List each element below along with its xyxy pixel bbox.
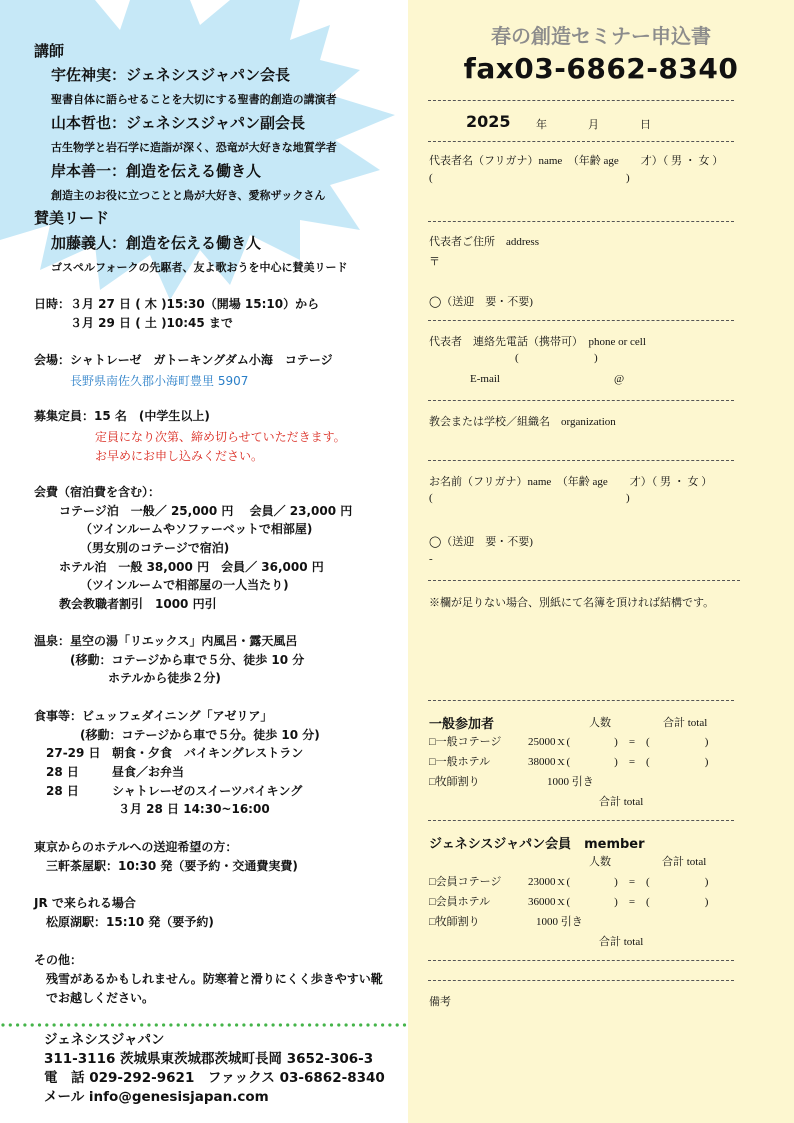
meal-text: 朝食・夕食 バイキングレストラン	[112, 746, 304, 760]
other-heading: その他：	[34, 953, 83, 967]
phone-label[interactable]: 代表者 連絡先電話（携帯可） phone or cell	[429, 336, 646, 348]
divider	[428, 400, 734, 401]
member-total-label: 合計 total	[662, 856, 707, 868]
general-cottage-calc[interactable]: 25000ｘ( ) = ( )	[528, 736, 709, 748]
rep-name-paren-close: )	[626, 172, 630, 184]
postal-mark: 〒	[429, 256, 440, 268]
speaker-desc: 聖書自体に語らせることを大切にする聖書的創造の講演者	[51, 93, 337, 106]
worship-leader-desc: ゴスペルフォークの先駆者、友よ歌おうを中心に賛美リード	[51, 261, 348, 274]
general-pastor-discount: 1000 引き	[547, 776, 594, 788]
divider	[428, 700, 734, 701]
capacity-note: お早めにお申し込みください。	[95, 449, 264, 463]
meal-text: シャトレーゼのスイーツバイキング	[112, 784, 303, 798]
fees-heading: 会費（宿泊費を含む）：	[34, 485, 161, 499]
meal-day: 28 日	[46, 784, 79, 798]
form-title: 春の創造セミナー申込書	[491, 24, 711, 48]
capacity-note: 定員になり次第、締め切らせていただきます。	[95, 430, 346, 444]
general-people-label: 人数	[589, 717, 611, 729]
meals-line: 食事等：ビュッフェダイニング「アゼリア」	[34, 709, 273, 723]
address-label[interactable]: 代表者ご住所 address	[429, 236, 539, 248]
general-subtotal: 合計 total	[599, 796, 644, 808]
spa-line: (移動：コテージから車で５分、徒歩 10 分	[70, 653, 305, 667]
divider	[428, 580, 740, 581]
attendee-paren-open: (	[429, 492, 433, 504]
other-line: でお越しください。	[46, 991, 155, 1005]
dotted-divider	[0, 1022, 408, 1028]
speaker-name: 岸本善一：創造を伝える働き人	[51, 162, 262, 180]
fee-line: （男女別のコテージで宿泊)	[80, 541, 230, 555]
member-heading: ジェネシスジャパン会員 member	[429, 837, 645, 852]
meal-day: 28 日	[46, 765, 79, 779]
member-pastor-checkbox[interactable]: □牧師割り	[429, 916, 480, 928]
divider	[428, 820, 734, 821]
venue-address: 長野県南佐久郡小海町豊里 5907	[70, 374, 249, 388]
footer-email: メール info@genesisjapan.com	[44, 1089, 269, 1105]
general-pastor-checkbox[interactable]: □牧師割り	[429, 776, 480, 788]
pickup-option[interactable]: ◯（送迎 要・不要)	[429, 296, 533, 308]
member-cottage-calc[interactable]: 23000ｘ( ) = ( )	[528, 876, 709, 888]
rep-name-paren-open: (	[429, 172, 433, 184]
fee-line: （ツインルームやソファーベットで相部屋)	[80, 522, 313, 536]
email-at: @	[614, 373, 625, 385]
fee-line: （ツインルームで相部屋の一人当たり)	[80, 578, 289, 592]
spa-line: 温泉：星空の湯「リエックス」内風呂・露天風呂	[34, 634, 298, 648]
speaker-desc: 古生物学と岩石学に造詣が深く、恐竜が大好きな地質学者	[51, 141, 337, 154]
general-hotel-checkbox[interactable]: □一般ホテル	[429, 756, 491, 768]
divider	[428, 320, 734, 321]
divider	[428, 221, 734, 222]
member-cottage-checkbox[interactable]: □会員コテージ	[429, 876, 502, 888]
divider	[428, 100, 734, 101]
venue-label: 会場：シャトレーゼ ガトーキングダム小海 コテージ	[34, 353, 333, 367]
footer-org: ジェネシスジャパン	[44, 1032, 165, 1048]
overflow-note: ※欄が足りない場合、別紙にて名簿を頂ければ結構です。	[429, 597, 715, 609]
schedule-line: 日時：３月 27 日 ( 木 )15:30（開場 15:10）から	[34, 297, 320, 311]
divider	[428, 980, 734, 981]
shuttle-heading: 東京からのホテルへの送迎希望の方：	[34, 840, 238, 854]
member-hotel-checkbox[interactable]: □会員ホテル	[429, 896, 491, 908]
year-label: 年	[536, 119, 547, 131]
meal-text: 昼食／お弁当	[112, 765, 185, 779]
spa-line: ホテルから徒歩２分)	[108, 671, 221, 685]
member-people-label: 人数	[589, 856, 611, 868]
application-form	[408, 0, 794, 1123]
phone-paren-close: )	[594, 352, 598, 364]
instructors-heading: 講師	[34, 42, 65, 60]
fee-line: 教会教職者割引 1000 円引	[59, 597, 217, 611]
footer-phone: 電 話 029-292-9621 ファックス 03-6862-8340	[44, 1070, 385, 1086]
divider	[428, 141, 734, 142]
member-pastor-discount: 1000 引き	[536, 916, 583, 928]
dash-mark: -	[429, 553, 433, 565]
schedule-line: ３月 29 日 ( 土 )10:45 まで	[70, 316, 233, 330]
speaker-desc: 創造主のお役に立つことと鳥が大好き、愛称ザックさん	[51, 189, 326, 202]
day-label: 日	[640, 119, 651, 131]
jr-heading: JR で来られる場合	[34, 896, 136, 910]
attendee-name-label[interactable]: お名前（フリガナ）name （年齢 age 才）（ 男 ・ 女 ）	[429, 476, 713, 488]
divider	[428, 460, 734, 461]
attendee-paren-close: )	[626, 492, 630, 504]
meal-day: 27-29 日	[46, 746, 101, 760]
footer-address: 311-3116 茨城県東茨城郡茨城町長岡 3652-306-3	[44, 1051, 374, 1067]
capacity-label: 募集定員：15 名 (中学生以上)	[34, 409, 210, 423]
phone-paren-open: (	[515, 352, 519, 364]
fax-number: fax03-6862-8340	[463, 52, 739, 85]
email-label[interactable]: E-mail	[470, 373, 500, 385]
remarks-label[interactable]: 備考	[429, 996, 451, 1008]
worship-leader-name: 加藤義人：創造を伝える働き人	[51, 234, 262, 252]
date-year: 2025	[466, 112, 511, 131]
month-label: 月	[588, 119, 599, 131]
speaker-name: 山本哲也：ジェネシスジャパン副会長	[51, 114, 305, 132]
worship-heading: 賛美リード	[34, 209, 110, 227]
rep-name-label[interactable]: 代表者名（フリガナ）name （年齢 age 才）（ 男 ・ 女 ）	[429, 155, 724, 167]
fee-line: コテージ泊 一般／ 25,000 円 会員／ 23,000 円	[59, 504, 353, 518]
other-line: 残雪があるかもしれません。防寒着と滑りにくく歩きやすい靴	[46, 972, 383, 986]
jr-line: 松原湖駅：15:10 発（要予約)	[46, 915, 214, 929]
member-subtotal: 合計 total	[599, 936, 644, 948]
general-hotel-calc[interactable]: 38000ｘ( ) = ( )	[528, 756, 709, 768]
shuttle-line: 三軒茶屋駅：10:30 発（要予約・交通費実費)	[46, 859, 298, 873]
member-hotel-calc[interactable]: 36000ｘ( ) = ( )	[528, 896, 709, 908]
general-heading: 一般参加者	[429, 717, 495, 732]
divider	[428, 960, 734, 961]
general-cottage-checkbox[interactable]: □一般コテージ	[429, 736, 502, 748]
church-label[interactable]: 教会または学校／組織名 organization	[429, 416, 616, 428]
meals-line: (移動：コテージから車で５分。徒歩 10 分)	[80, 728, 320, 742]
general-total-label: 合計 total	[663, 717, 708, 729]
sweets-time: ３月 28 日 14:30~16:00	[118, 802, 270, 816]
fee-line: ホテル泊 一般 38,000 円 会員／ 36,000 円	[59, 560, 324, 574]
speaker-name: 宇佐神実：ジェネシスジャパン会長	[51, 66, 290, 84]
attendee-pickup-option[interactable]: ◯（送迎 要・不要)	[429, 536, 533, 548]
